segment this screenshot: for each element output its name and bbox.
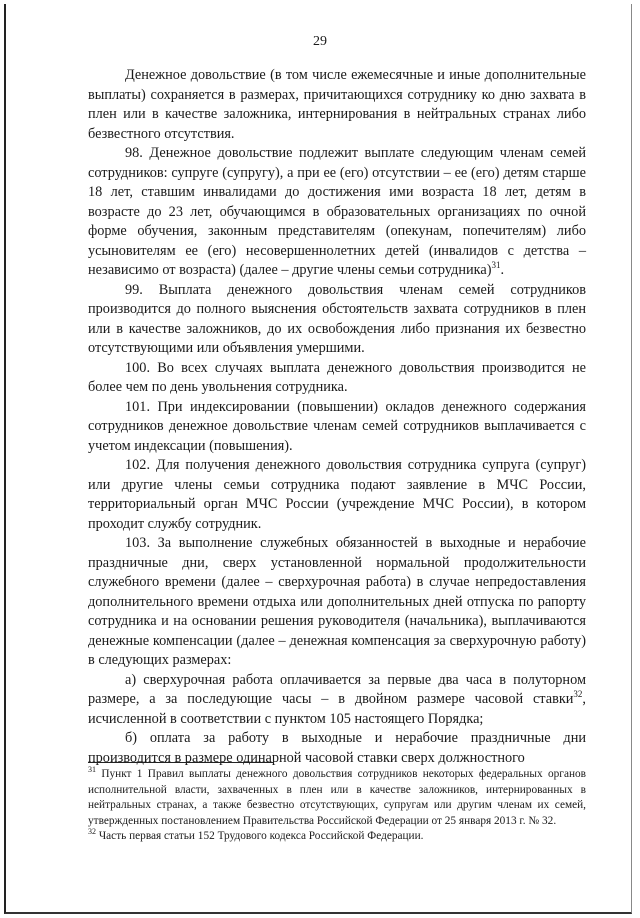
footnote-ref-32[interactable]: 32 bbox=[573, 689, 583, 700]
footnote-31: $^{31}$ Пункт 1 Правил выплаты денежного довольствия сотрудников некоторых федеральных органов исполнительной власти, захваченных в плен или в качестве заложников, интернированных в нейтральных странах, а также безвестно отсутствующих, супругам или другим членам их семей, утвержденных постановлением Правительства Российской Федерации от 25 января 2013 г. № 32. bbox=[88, 765, 586, 827]
document-body bbox=[88, 66, 586, 768]
footnotes bbox=[88, 762, 586, 845]
paragraph-99: 99. Выплата денежного довольствия членам семей сотрудников производится до полного выяснения обстоятельств захвата сотрудников в плен или в качестве заложников, до их освобождения либо признания их безвестно отсутствующими или объявления умершими. bbox=[88, 281, 586, 356]
page-number: 29 bbox=[313, 34, 327, 49]
paragraph-98: 98. Денежное довольствие подлежит выплате следующим членам семей сотрудников: супруге (супругу), а при ее (его) отсутствии – ее (его) детям старше 18 лет, ставшим инвалидами до достижения ими возраста 18 лет, детям в возрасте до 23 лет, обучающимся в образовательных организациях по очной форме обучения, законным представителям (опекунам, попечителям) либо усыновителям ее (его) несовершеннолетних детей (инвалидов с детства – независимо от возраста) (далее – другие члены семьи сотрудника)$^{31}$. bbox=[88, 145, 586, 278]
paragraph-103-a: а) сверхурочная работа оплачивается за первые два часа в полуторном размере, а за последующие часы – в двойном размере часовой ставки$^{32}$, исчисленной в соответствии с пунктом 105 настоящего Порядка; bbox=[88, 671, 586, 727]
paragraph-103-b: б) оплата за работу в выходные и нерабочие праздничные дни производится в размере одинарной часовой ставки сверх должностного bbox=[88, 730, 586, 766]
footnote-ref-31[interactable]: 31 bbox=[491, 260, 501, 271]
paragraph-100: 100. Во всех случаях выплата денежного довольствия производится не более чем по день увольнения сотрудника. bbox=[88, 359, 586, 395]
paragraph-102: 102. Для получения денежного довольствия сотрудника супруга (супруг) или другие члены семьи сотрудника подают заявление в МЧС России, территориальный орган МЧС России (учреждение МЧС России), в котором проходит службу сотрудник. bbox=[88, 457, 586, 532]
footnote-32: $^{32}$ Часть первая статьи 152 Трудового кодекса Российской Федерации. bbox=[88, 827, 424, 842]
paragraph-103: 103. За выполнение служебных обязанностей в выходные и нерабочие праздничные дни, сверх установленной нормальной продолжительности служебного времени (далее – сверхурочная работа) в случае непредоставления дополнительного времени отдыха или дополнительных дней отпуска по рапорту сотрудника и на основании решения руководителя (начальника), выплачиваются денежные компенсации (далее – денежная компенсация за сверхурочную работу) в следующих размерах: bbox=[88, 535, 586, 668]
paragraph-101: 101. При индексировании (повышении) окладов денежного содержания сотрудников денежное довольствие членам семей сотрудников выплачивается с учетом индексации (повышения). bbox=[88, 398, 586, 454]
footnote-divider bbox=[88, 762, 274, 763]
paragraph-continued: Денежное довольствие (в том числе ежемесячные и иные дополнительные выплаты) сохраняется в размерах, причитающихся сотруднику ко дню захвата в плен или в качестве заложника, интернирования в нейтральных странах либо безвестного отсутствия. bbox=[88, 67, 586, 142]
